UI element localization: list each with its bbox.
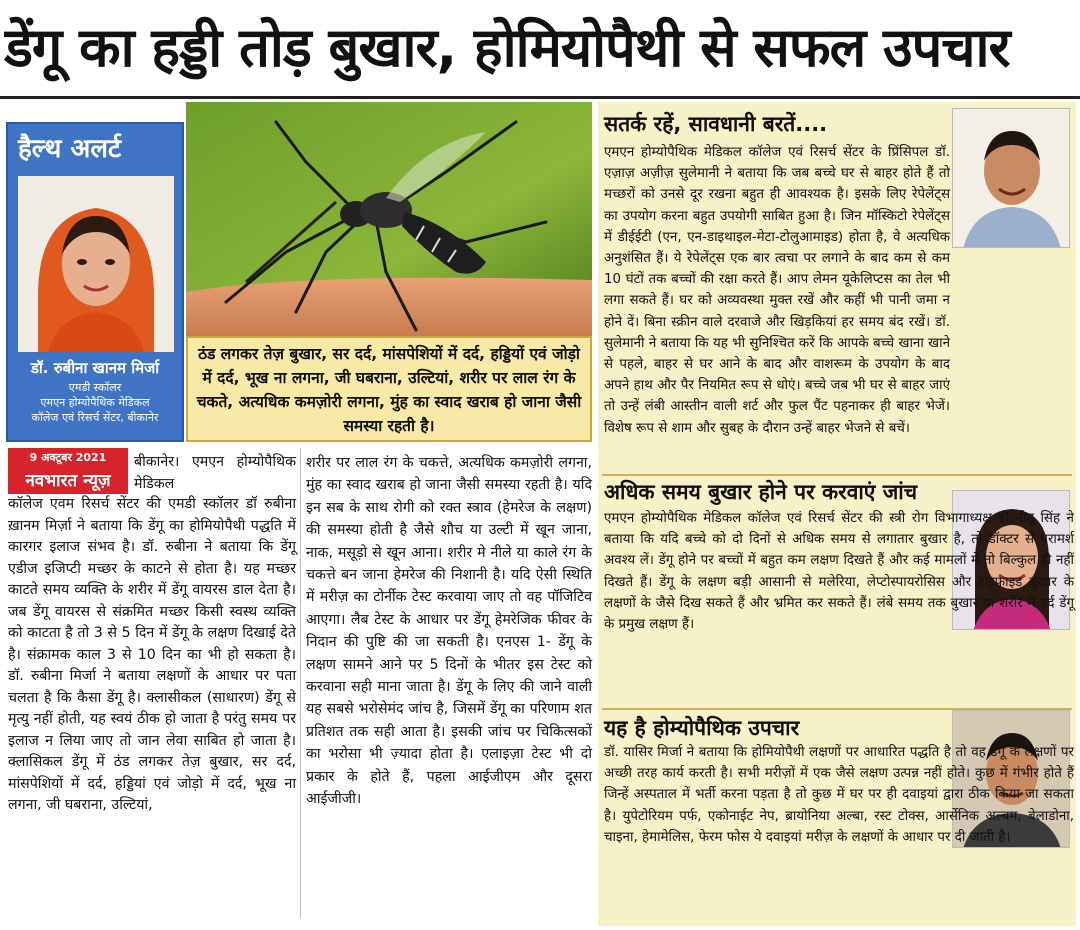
institution-line-2: कॉलेज एवं रिसर्च सेंटर, बीकानेर [31,411,159,424]
section-1-text: एमएन होम्योपैथिक मेडिकल कॉलेज एवं रिसर्च सेंटर के प्रिंसिपल डॉ. एज़ाज़ अज़ीज़ सुलेमानी ने बताया कि जब बच्चे घर से बाहर होते हैं तो मच्छरों को उनसे दूर रखना बहुत ही आवश्यक है। इसके लिए रेपेलेंट्स का उपयोग करना बहुत उपयोगी साबित हुआ है। जिन मॉस्किटो रेपेलेंट्स में डीईईटी (एन, एन-डाइथाइल-मेटा-टोलुआमाइड) होता है, वे अत्यधिक अनुशंसित हैं। ये रेपेलेंट्स एक बार त्वचा पर लगाने के बाद कम से कम 10 घंटों तक बच्चों की रक्षा करते हैं। आप लेमन यूकेलिप्टस का तेल भी लगा सकते हैं। घर को अव्यवस्था मुक्त रखें और कहीं भी पानी जमा न होने दें। बिना स्क्रीन वाले दरवाजे और खिड़कियां हर समय बंद रखें। डॉ. सुलेमानी ने बताया कि यह भी सुनिश्चित करें कि आपके बच्चे खाना खाने से पहले, बाहर से घर आने के बाद और वाशरूम के उपयोग के बाद अपने हाथ और पैर नियमित रूप से धोएं। बच्चे जब भी घर से बाहर जाएं तो उन्हें लंबी आस्तीन वाली शर्ट और फुल पैंट पहनाकर ही बाहर भेजें। विशेष रूप से शाम और सुबह के दौरान उन्हें बाहर भेजने से बचें। [604,145,950,436]
doctor-role: एमडी स्कॉलर [68,381,122,394]
brand-badge: नवभारत न्यूज़ [8,468,128,494]
symptoms-caption: ठंड लगकर तेज़ बुखार, सर दर्द, मांसपेशियों में दर्द, हड्डियों एवं जोड़ो में दर्द, भूख ना लगना, जी घबराना, उल्टियां, शरीर पर लाल रंग के चकते, अत्यधिक कमज़ोरी लगना, मुंह का स्वाद खराब हो जाना जैसी समस्या रहती है। [186,336,592,442]
section-3-text: डॉ. यासिर मिर्जा ने बताया कि होमियोपैथी लक्षणों पर आधारित पद्धति है तो वह डेंगू के लक्षणों पर अच्छी तरह कार्य करती है। सभी मरीज़ों में एक जैसे लक्षण उत्पन्न नहीं होते। कुछ में गंभीर होते हैं जिन्हें अस्पताल में भर्ती करना पड़ता है तो कुछ में घर पर ही दवाइयां द्वारा ठीक किया जा सकता है। युपेटोरियम पर्फ, एकोनाईट नेप, ब्रायोनिया अल्बा, रस्ट टोक्स, आर्सेनिक अल्बम, बेलाडोना, चाइना, हेमामेलिस, फेरम फोस ये दवाइयां मरीज़ के लक्षणों के आधार पर दी जाती है। [604,745,1074,845]
section-divider-1 [602,474,1072,476]
section-2-text: एमएन होम्योपैथिक मेडिकल कॉलेज एवं रिसर्च सेंटर की स्त्री रोग विभागाध्यक्ष डॉ नीतू सिंह ने बताया कि यदि बच्चे को दो दिनों से अधिक समय से लगातार बुखार है, तो डॉक्टर से परामर्श अवश्य लें। डेंगू होने पर बच्चों में बहुत कम लक्षण दिखते हैं और कई मामलों में तो बिल्कुल ही नहीं दिखते हैं। डेंगू के लक्षण बड़ी आसानी से मलेरिया, लेप्टोस्पायरोसिस और टाइफाइड बुखार के लक्षणों के जैसे दिख सकते हैं और भ्रमित कर सकते हैं। लंबे समय तक बुखार या शरीर में दर्द डेंगू के प्रमुख लक्षण हैं। [604,511,1074,633]
doctor-name: डॉ. रुबीना खानम मिर्जा [30,359,160,377]
principal-photo [952,108,1070,248]
column-divider [300,448,301,918]
sidebar-column [598,102,1076,926]
article-column-2: शरीर पर लाल रंग के चकत्ते, अत्यधिक कमज़ोरी लगना, मुंह का स्वाद खराब हो जाना जैसी समस्या रहती है। यदि इन सब के साथ रोगी को रक्त स्त्राव (हेमरेज के लक्षण) की समस्या होती है जैसे शौच या उल्टी में खून जाना, नाक, मसूड़ो से खून आना। शरीर मे नीले या काले रंग के चकत्ते बन जाना हेमरेज की निशानी है। यदि ऐसी स्थिति में मरीज़ का टोर्नीक टेस्ट करवाया जाए तो वह पॉजिटिव आएगा। लैब टेस्ट के आधार पर डेंगू हेमरेजिक फीवर के निदान की पुष्टि की जा सकती है। एनएस 1- डेंगू के लक्षण सामने आने पर 5 दिनों के भीतर इस टेस्ट को करवाना सही माना जाता है। डेंगू के लिए की जाने वाली यह सबसे भरोसेमंद जांच है, जिसमें डेंगू का परिणाम शत प्रतिशत तक सही आता है। इसकी जांच पर चिकित्सकों का भरोसा भी ज़्यादा होता है। एलाइज़ा टेस्ट भी दो प्रकार के होते हैं, पहला आईजीएम और दूसरा आईजीजी। [306,455,592,808]
doctor-credentials [8,380,182,425]
health-alert-tag: हैल्थ अलर्ट [18,134,122,164]
doctor-photo [18,176,174,352]
mosquito-photo [186,102,592,336]
profile-box [6,122,184,442]
date-badge: 9 अक्टूबर 2021 [8,448,128,468]
article-column-1: कॉलेज एवम रिसर्च सेंटर की एमडी स्कॉलर डॉ रुबीना ख़ानम मिर्ज़ा ने बताया कि डेंगू का होमियोपैथी पद्धति में कारगर इलाज संभव है। डॉ. रुबीना ने बताया कि डेंगू एडीज इजिप्टी मच्छर के काटने से होता है। यह मच्छर काटते समय व्यक्ति के शरीर में डेंगू वायरस डाल देता है। जब डेंगू वायरस से संक्रमित मच्छर किसी स्वस्थ व्यक्ति को काटता है तो 3 से 5 दिन में डेंगू के लक्षण दिखाई देते है। संक्रामक काल 3 से 10 दिन का भी हो सकता है। डॉ. रुबीना मिर्जा ने बताया लक्षणों के आधार पर पता चलता है कि कैसा डेंगू है। क्लासीकल (साधारण) डेंगू से मृत्यु नहीं होती, यह स्वयं ठीक हो जाता है परंतु समय पर इलाज न लिया जाए तो जान लेवा साबित हो जाता है। क्लासिकल डेंगू में ठंड लगकर तेज़ बुखार, सर दर्द, मांसपेशियों में दर्द, हड्डियां एवं जोड़ो में दर्द, भूख ना लगना, जी घबराना, उल्टियां, [8,496,296,813]
article-lead: बीकानेर। एमएन होम्योपैथिक मेडिकल [134,454,296,492]
headline-rule [0,96,1080,99]
institution-line-1: एमएन होम्योपैथिक मेडिकल [40,396,150,409]
section-1-title: सतर्क रहें, सावधानी बरतें.... [604,112,828,136]
section-3-title: यह है होम्योपैथिक उपचार [604,716,800,740]
section-2-title: अधिक समय बुखार होने पर करवाएं जांच [604,480,918,504]
headline: डेंगू का हड्डी तोड़ बुखार, होमियोपैथी से सफल उपचार [4,16,1010,79]
